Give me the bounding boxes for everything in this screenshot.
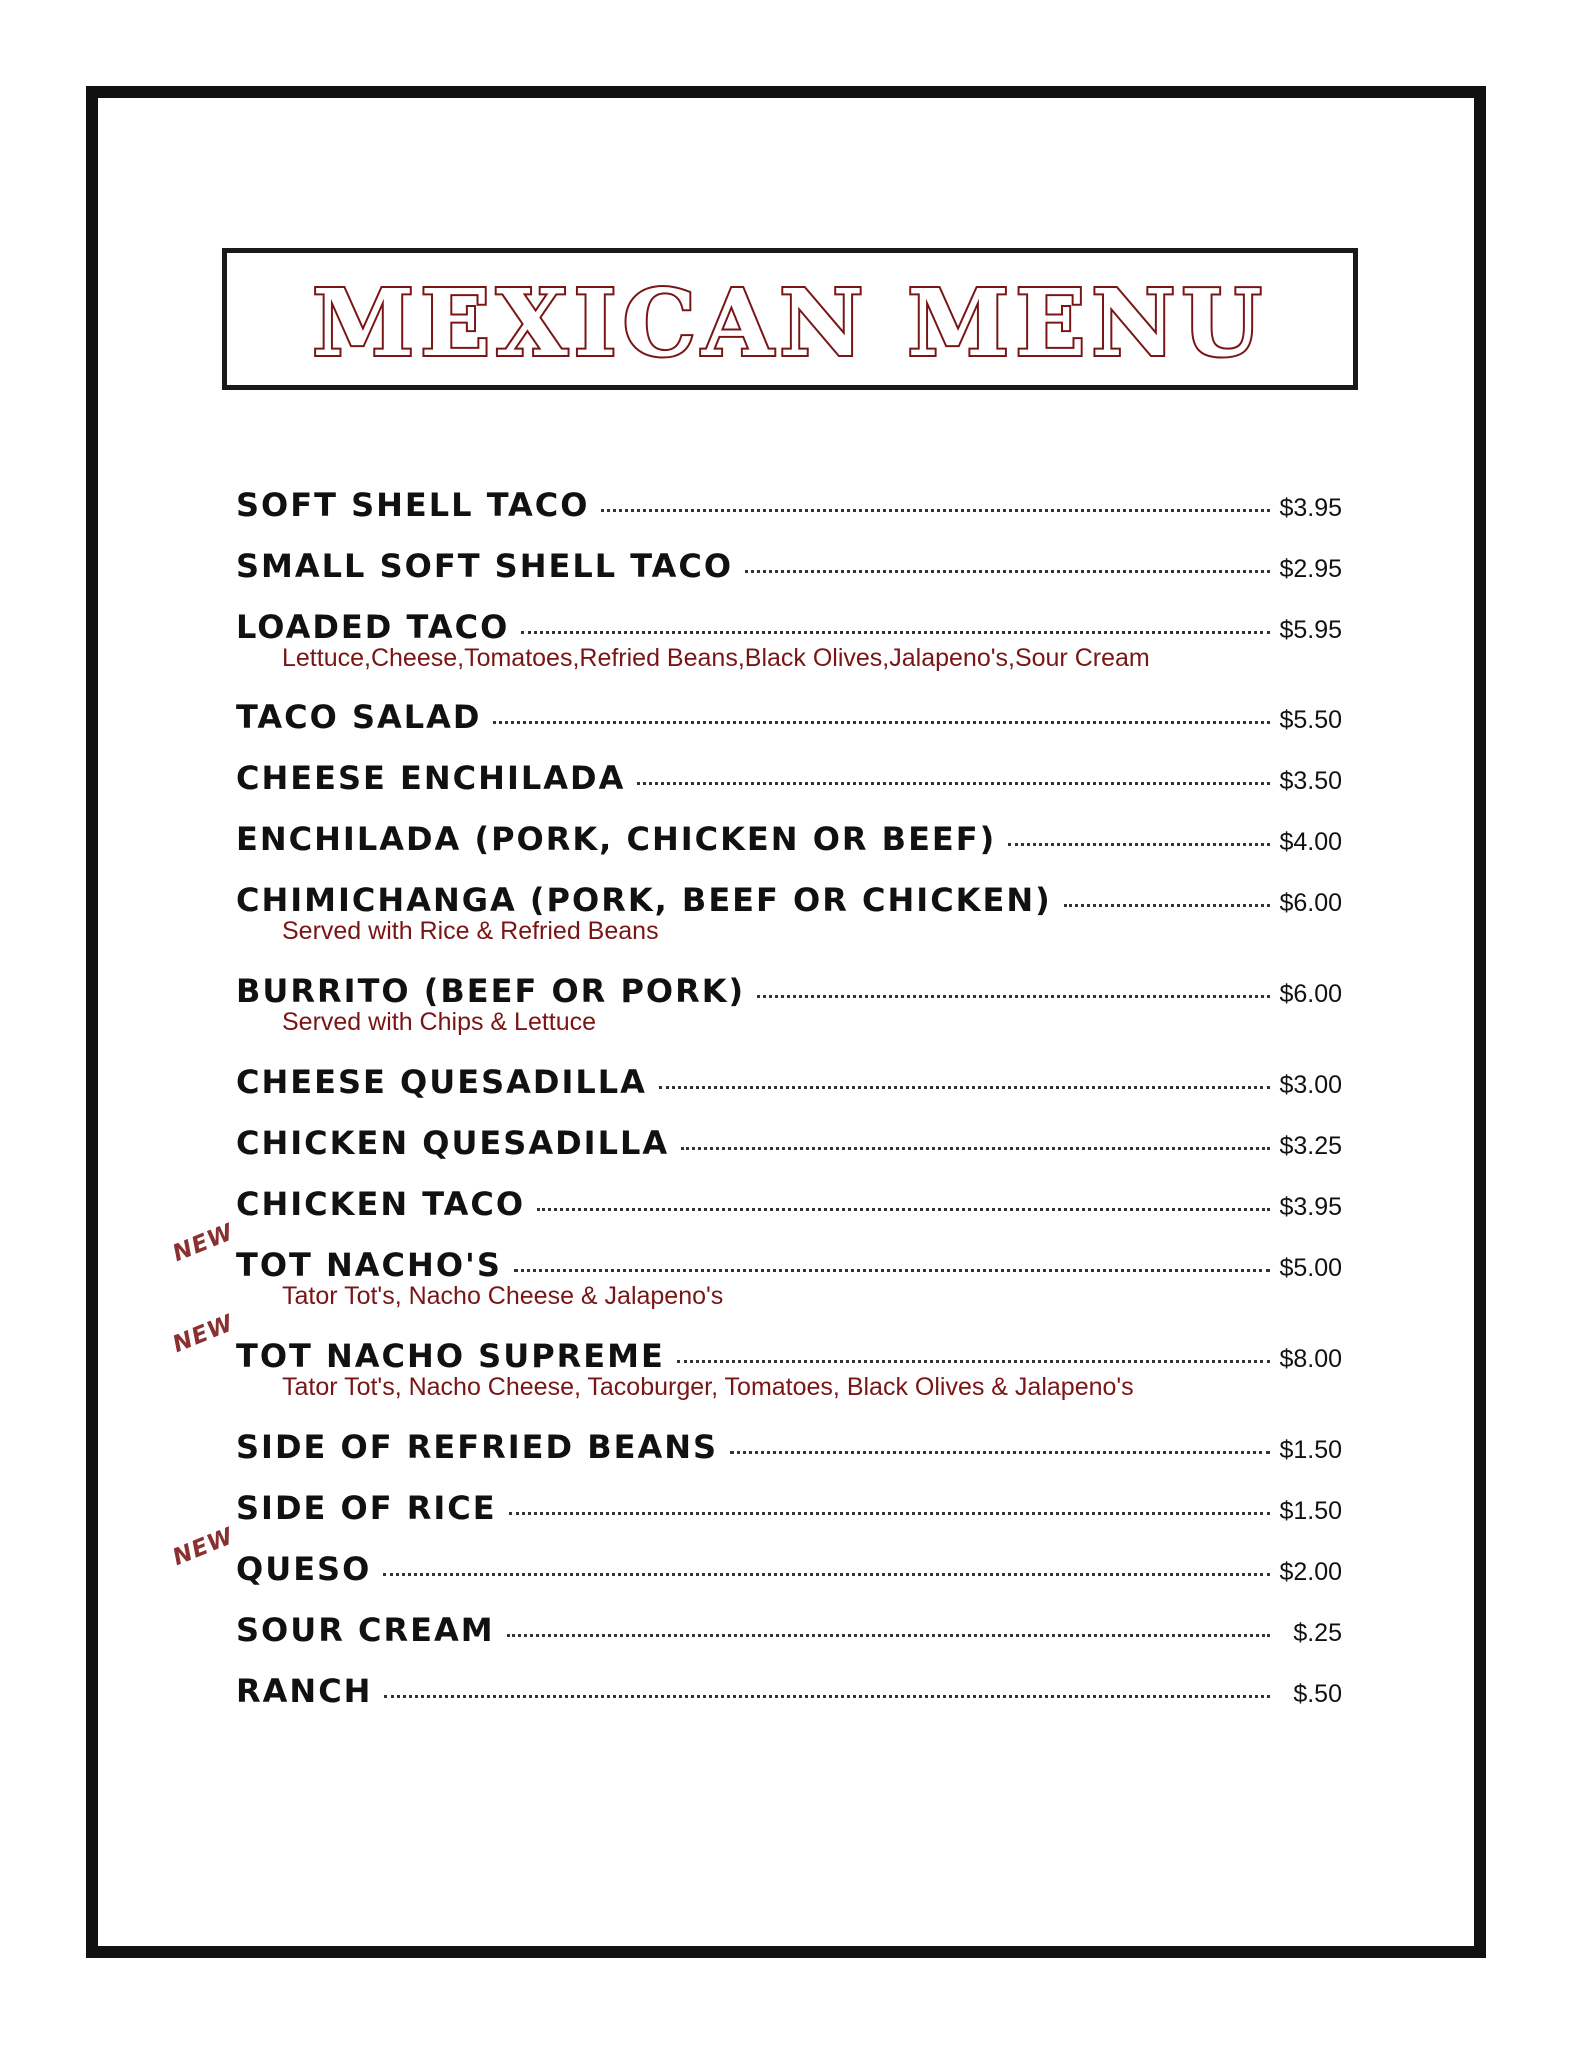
menu-item-price: $6.00 (1279, 889, 1342, 917)
dot-leader (601, 509, 1270, 512)
menu-item (236, 972, 1342, 1037)
menu-item-row (236, 820, 1342, 864)
menu-item-price: $6.00 (1279, 980, 1342, 1008)
dot-leader (677, 1360, 1270, 1363)
menu-item-description: Tator Tot's, Nacho Cheese, Tacoburger, Tomatoes, Black Olives & Jalapeno's (282, 1373, 1134, 1401)
dot-leader (757, 995, 1270, 998)
menu-item (236, 881, 1342, 946)
menu-item-description: Tator Tot's, Nacho Cheese & Jalapeno's (282, 1282, 724, 1310)
menu-item-name: ENCHILADA (PORK, CHICKEN OR BEEF) (236, 820, 997, 858)
menu-item (236, 1428, 1342, 1472)
menu-item (236, 1672, 1342, 1716)
dot-leader (383, 1573, 1270, 1576)
menu-item-name: TACO SALAD (236, 698, 482, 736)
menu-item (236, 1611, 1342, 1655)
menu-item-price: $.25 (1293, 1619, 1342, 1647)
menu-item-row (236, 1124, 1342, 1168)
menu-item (169, 1523, 1342, 1594)
menu-item (236, 1063, 1342, 1107)
dot-leader (537, 1208, 1270, 1211)
menu-item (169, 1219, 1342, 1311)
menu-item (236, 1489, 1342, 1533)
menu-item-price: $5.00 (1279, 1254, 1342, 1282)
new-badge: NEW (169, 1523, 238, 1572)
dot-leader (659, 1086, 1270, 1089)
dot-leader (493, 721, 1270, 724)
menu-item-name: RANCH (236, 1672, 373, 1710)
menu-item (236, 486, 1342, 530)
menu-item (236, 759, 1342, 803)
menu-item-row (236, 1428, 1342, 1472)
menu-item-price: $2.95 (1279, 555, 1342, 583)
dot-leader (681, 1147, 1270, 1150)
title-box (222, 248, 1358, 390)
menu-item-name: CHEESE QUESADILLA (236, 1063, 647, 1101)
dot-leader (507, 1634, 1270, 1637)
menu-item-row (236, 547, 1342, 591)
menu-item (236, 1185, 1342, 1229)
menu-item-row (236, 1185, 1342, 1229)
menu-item (236, 698, 1342, 742)
dot-leader (514, 1269, 1270, 1272)
dot-leader (745, 570, 1270, 573)
menu-item-price: $1.50 (1279, 1436, 1342, 1464)
menu-item-row (236, 1672, 1342, 1716)
menu-item-row (236, 1611, 1342, 1655)
menu-item-name: SOFT SHELL TACO (236, 486, 590, 524)
dot-leader (384, 1695, 1270, 1698)
dot-leader (509, 1512, 1270, 1515)
menu-item-name: CHICKEN QUESADILLA (236, 1124, 670, 1162)
menu-item (236, 820, 1342, 864)
menu-item-name: BURRITO (BEEF OR PORK) (236, 972, 746, 1010)
menu-item-name: CHEESE ENCHILADA (236, 759, 626, 797)
dot-leader (1008, 843, 1270, 846)
dot-leader (637, 782, 1270, 785)
menu-item-price: $1.50 (1279, 1497, 1342, 1525)
menu-item-name: CHIMICHANGA (PORK, BEEF OR CHICKEN) (236, 881, 1052, 919)
menu-item-price: $3.95 (1279, 494, 1342, 522)
menu-item-description: Served with Rice & Refried Beans (282, 917, 659, 945)
menu-title: MEXICAN MENU (312, 269, 1268, 377)
menu-item (169, 1310, 1342, 1402)
menu-item-name: SMALL SOFT SHELL TACO (236, 547, 734, 585)
menu-item-price: $5.95 (1279, 616, 1342, 644)
menu-item-price: $5.50 (1279, 706, 1342, 734)
menu-item-name: TOT NACHO SUPREME (236, 1337, 665, 1375)
menu-item-row (236, 1063, 1342, 1107)
menu-item (236, 608, 1342, 673)
menu-item (236, 547, 1342, 591)
dot-leader (521, 631, 1270, 634)
menu-item-name: SIDE OF REFRIED BEANS (236, 1428, 719, 1466)
menu-item-row (236, 486, 1342, 530)
dot-leader (730, 1451, 1270, 1454)
menu-item-price: $2.00 (1279, 1558, 1342, 1586)
new-badge: NEW (169, 1310, 238, 1359)
menu-item-price: $3.00 (1279, 1071, 1342, 1099)
menu-item-name: SIDE OF RICE (236, 1489, 497, 1527)
menu-item-price: $.50 (1293, 1680, 1342, 1708)
menu-item-row (236, 1550, 1342, 1594)
menu-item-name: SOUR CREAM (236, 1611, 495, 1649)
menu-item-name: TOT NACHO'S (236, 1246, 502, 1284)
menu-item-row (236, 698, 1342, 742)
menu-item-price: $4.00 (1279, 828, 1342, 856)
menu-item-price: $3.95 (1279, 1193, 1342, 1221)
menu-item-price: $8.00 (1279, 1345, 1342, 1373)
menu-item-description: Lettuce,Cheese,Tomatoes,Refried Beans,Black Olives,Jalapeno's,Sour Cream (282, 644, 1150, 672)
menu-item-row (236, 759, 1342, 803)
menu-item-description: Served with Chips & Lettuce (282, 1008, 597, 1036)
menu-item-row (236, 1489, 1342, 1533)
menu-item (236, 1124, 1342, 1168)
menu-item-name: CHICKEN TACO (236, 1185, 526, 1223)
menu-item-price: $3.50 (1279, 767, 1342, 795)
new-badge: NEW (169, 1219, 238, 1268)
dot-leader (1064, 904, 1270, 907)
menu-item-name: QUESO (236, 1550, 372, 1588)
menu-item-price: $3.25 (1279, 1132, 1342, 1160)
menu-item-name: LOADED TACO (236, 608, 510, 646)
